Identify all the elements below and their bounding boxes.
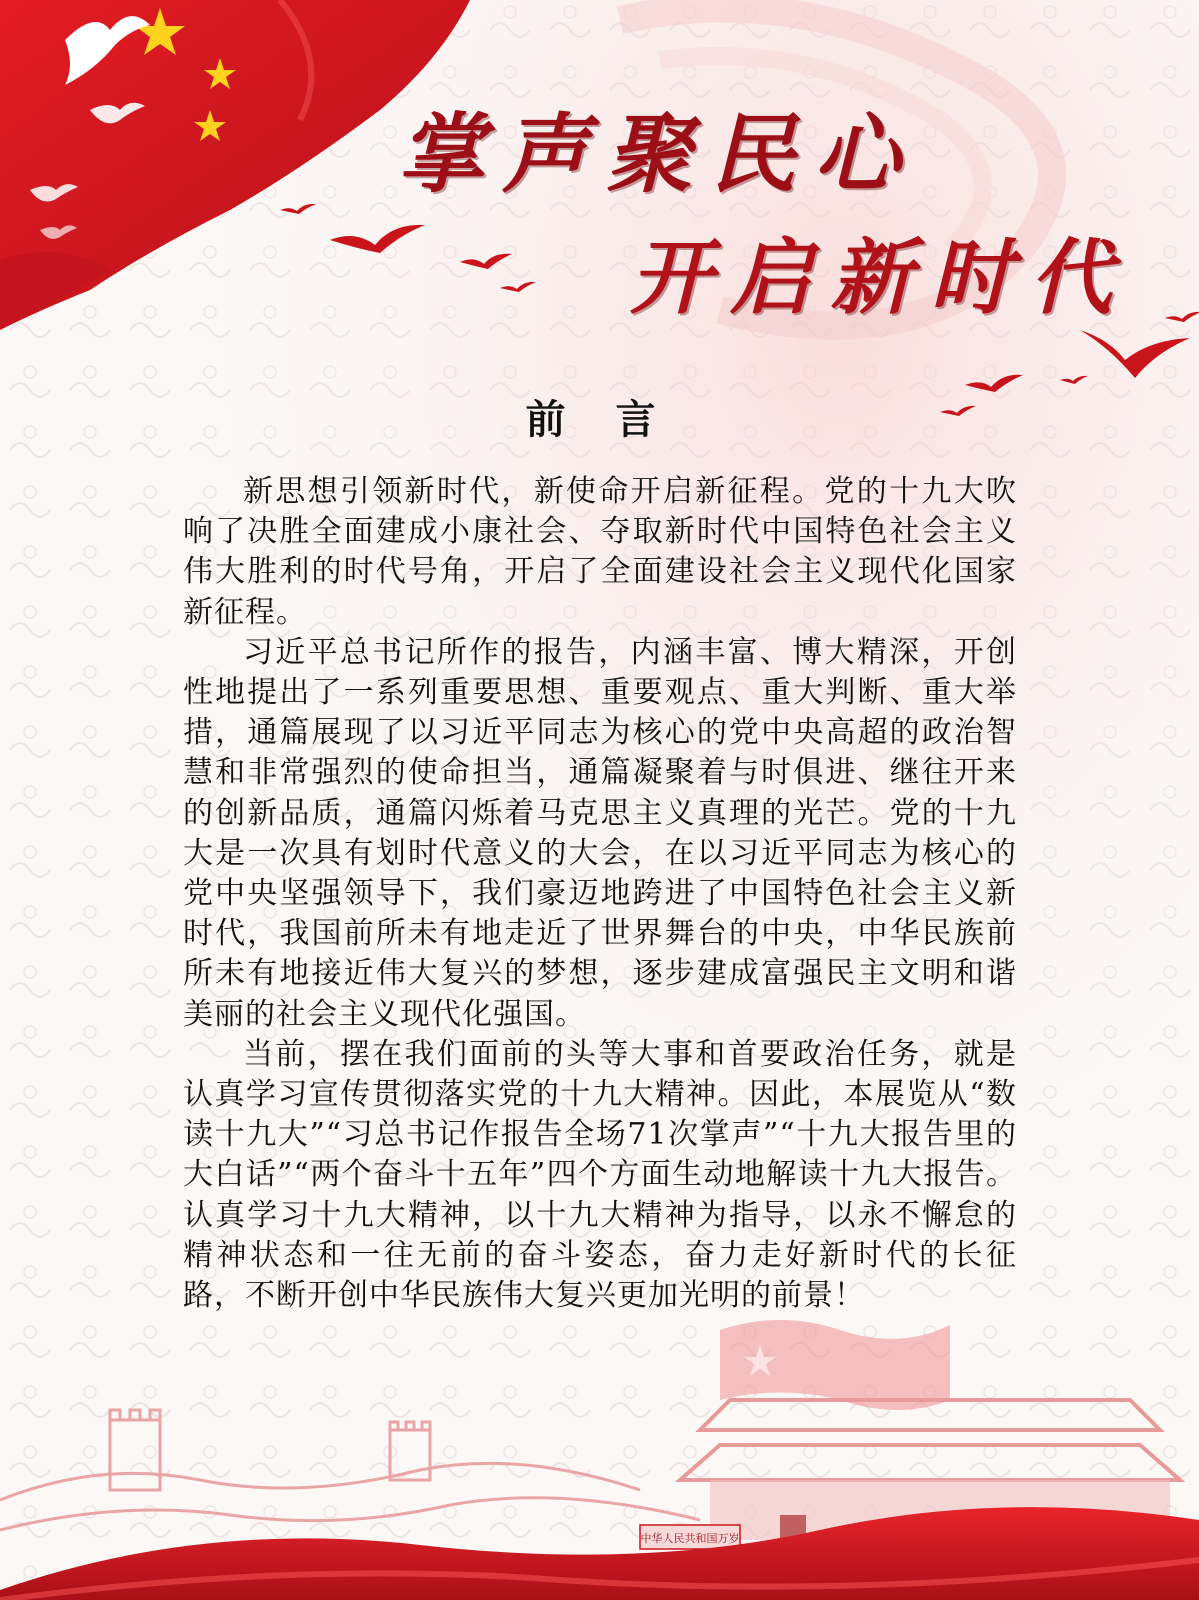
preface-body	[183, 472, 1017, 1316]
preface-paragraph-2: 习近平总书记所作的报告，内涵丰富、博大精深，开创性地提出了一系列重要思想、重要观点、重大判断、重大举措，通篇展现了以习近平同志为核心的党中央高超的政治智慧和非常强烈的使命担当，通篇凝聚着与时俱进、继往开来的创新品质，通篇闪烁着马克思主义真理的光芒。党的十九大是一次具有划时代意义的大会，在以习近平同志为核心的党中央坚强领导下，我们豪迈地跨进了中国特色社会主义新时代，我国前所未有地走近了世界舞台的中央，中华民族前所未有地接近伟大复兴的梦想，逐步建成富强民主文明和谐美丽的社会主义现代化强国。	[183, 634, 1017, 1032]
slogan-line-2: 开启新时代	[630, 230, 1130, 326]
preface-paragraph-1: 新思想引领新时代，新使命开启新征程。党的十九大吹响了决胜全面建成小康社会、夺取新时代中国特色社会主义伟大胜利的时代号角，开启了全面建设社会主义现代化国家新征程。	[183, 474, 1017, 630]
preface-title: 前 言	[525, 396, 674, 443]
slogan-line-1: 掌声聚民心	[398, 104, 918, 205]
gate-plaque-text: 中华人民共和国万岁	[640, 1532, 740, 1545]
preface-paragraph-3: 当前，摆在我们面前的头等大事和首要政治任务，就是认真学习宣传贯彻落实党的十九大精神。因此，本展览从“数读十九大”“习总书记作报告全场71次掌声”“十九大报告里的大白话”“两个奋斗十五年”四个方面生动地解读十九大报告。认真学习十九大精神，以十九大精神为指导，以永不懈怠的精神状态和一往无前的奋斗姿态，奋力走好新时代的长征路，不断开创中华民族伟大复兴更加光明的前景！	[183, 1036, 1017, 1314]
